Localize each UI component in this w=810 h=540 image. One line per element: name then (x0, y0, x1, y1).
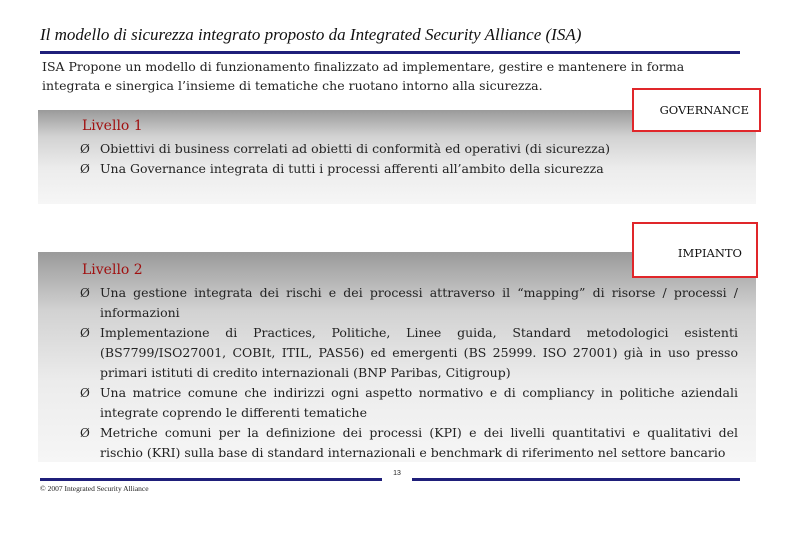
slide-title: Il modello di sicurezza integrato proposto da Integrated Security Alliance (ISA) (40, 25, 582, 44)
arrow-bullet-icon: Ø (80, 386, 90, 400)
arrow-bullet-icon: Ø (80, 162, 90, 176)
bullet-text: Una gestione integrata dei rischi e dei processi attraverso il “mapping” di risorse / processi / informazioni (100, 285, 738, 320)
bullet-text: Metriche comuni per la definizione dei processi (KPI) e dei livelli quantitativi e qualitativi del rischio (KRI) sulla base di standard internazionali e benchmark di riferimento nel settore bancario (100, 425, 738, 460)
list-item (80, 159, 738, 179)
title-divider (40, 51, 740, 54)
footer-divider-right (412, 478, 740, 481)
page-number: 13 (393, 470, 401, 477)
list-item (80, 283, 738, 323)
footer-divider-left (40, 478, 382, 481)
governance-tag: GOVERNANCE (632, 88, 761, 132)
impianto-tag: IMPIANTO (632, 222, 758, 278)
list-item (80, 423, 738, 463)
list-item (80, 323, 738, 383)
bullet-text: Una Governance integrata di tutti i processi afferenti all’ambito della sicurezza (100, 161, 604, 176)
level1-label: Livello 1 (82, 118, 143, 134)
level2-label: Livello 2 (82, 262, 143, 278)
bullet-text: Obiettivi di business correlati ad obietti di conformità ed operativi (di sicurezza) (100, 141, 611, 156)
arrow-bullet-icon: Ø (80, 286, 90, 300)
bullet-text: Implementazione di Practices, Politiche, Linee guida, Standard metodologici esistenti (BS7799/ISO27001, COBIt, ITIL, PAS56) ed emergenti (BS 25999. ISO 27001) già in uso presso primari istituti di credito internazionali (BNP Paribas, Citigroup) (100, 325, 738, 380)
intro-paragraph: ISA Propone un modello di funzionamento finalizzato ad implementare, gestire e mantenere in forma integrata e sinergica l’insieme di tematiche che ruotano intorno alla sicurezza. (42, 59, 685, 93)
arrow-bullet-icon: Ø (80, 326, 90, 340)
arrow-bullet-icon: Ø (80, 142, 90, 156)
copyright-notice: © 2007 Integrated Security Alliance (40, 484, 149, 493)
arrow-bullet-icon: Ø (80, 426, 90, 440)
list-item (80, 139, 738, 159)
level1-bullet-list (80, 139, 738, 179)
list-item (80, 383, 738, 423)
level2-bullet-list (80, 283, 738, 463)
bullet-text: Una matrice comune che indirizzi ogni aspetto normativo e di compliancy in politiche aziendali integrate coprendo le differenti tematiche (100, 385, 738, 420)
